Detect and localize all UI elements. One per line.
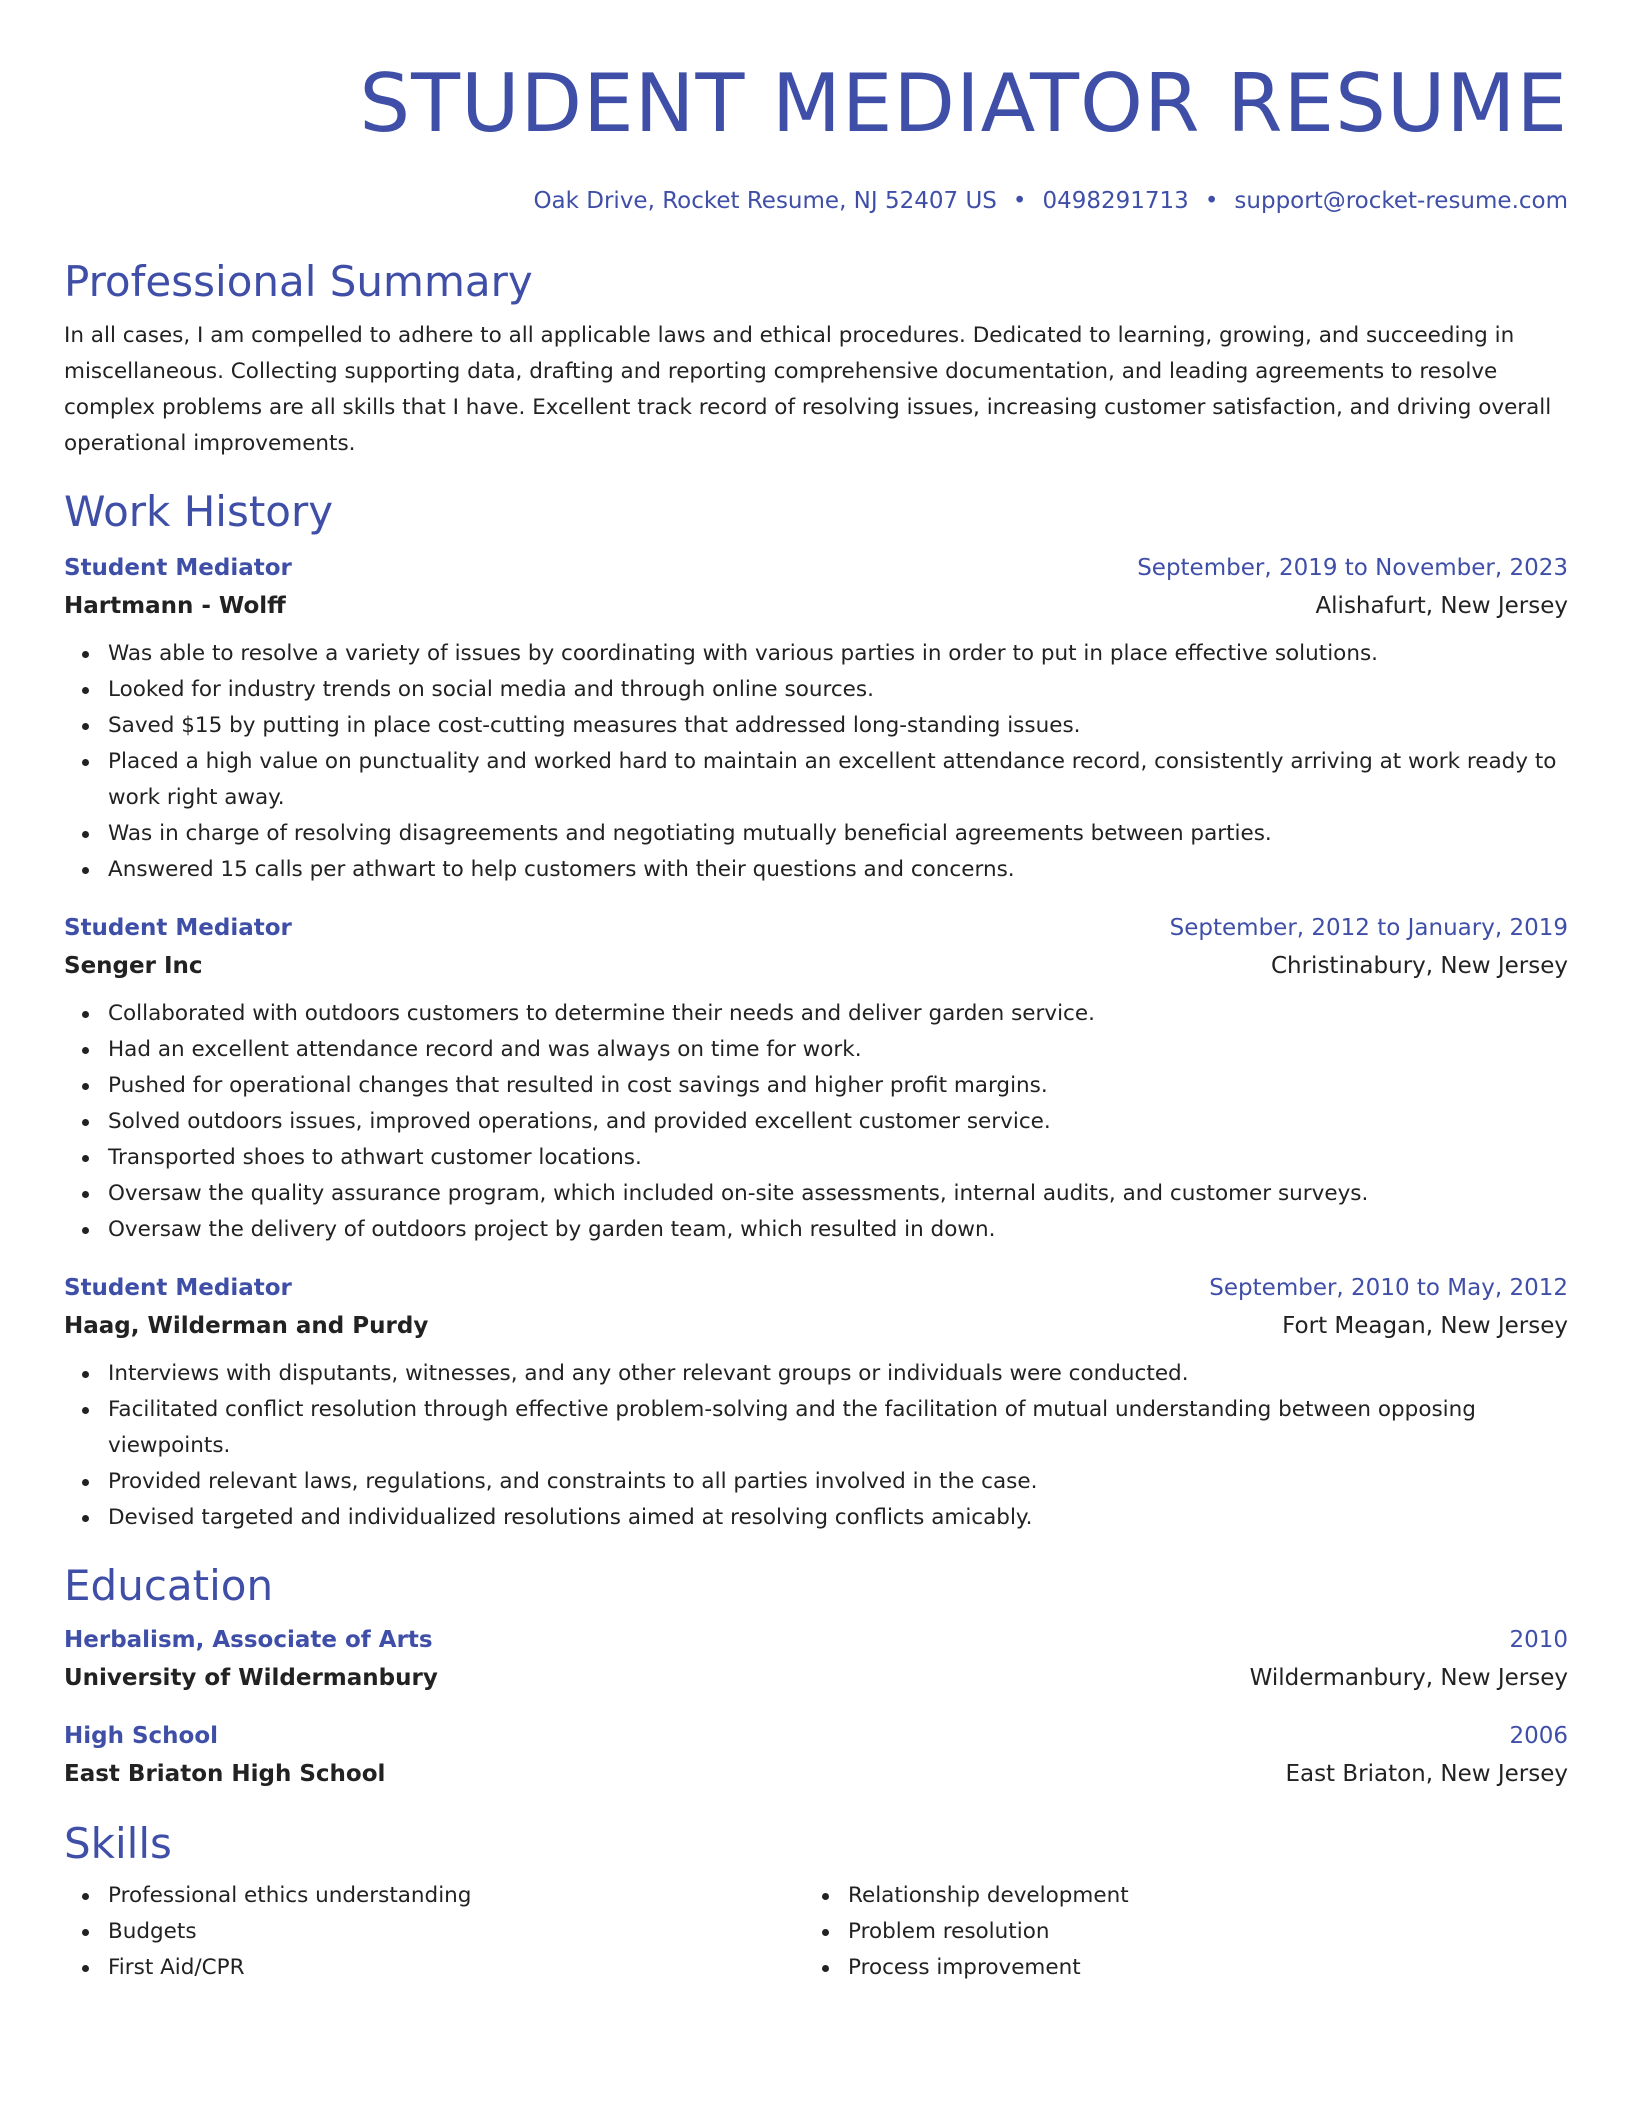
education-school-row [64,1658,1568,1698]
section-title-skills: Skills [64,1819,172,1868]
education-school-row [64,1754,1568,1794]
job-title: Student Mediator [64,555,292,581]
education-school: University of Wildermanbury [64,1665,438,1691]
job-title: Student Mediator [64,1275,292,1301]
job-dates: September, 2012 to January, 2019 [1169,915,1568,941]
resume-title: STUDENT MEDIATOR RESUME [359,57,1568,150]
list-item: Collaborated with outdoors customers to determine their needs and deliver garden service. [108,996,1568,1032]
list-item: Devised targeted and individualized resolutions aimed at resolving conflicts amicably. [108,1500,1568,1536]
education-header-row [64,1718,1568,1754]
list-item: Facilitated conflict resolution through effective problem-solving and the facilitation of mutual understanding between opposing viewpoints. [108,1392,1568,1464]
education-header-row [64,1622,1568,1658]
list-item: Was in charge of resolving disagreements and negotiating mutually beneficial agreements between parties. [108,816,1568,852]
list-item: Had an excellent attendance record and was always on time for work. [108,1032,1568,1068]
skills-grid [64,1878,1568,1986]
job-location: Christinabury, New Jersey [1270,953,1568,979]
list-item: Was able to resolve a variety of issues by coordinating with various parties in order to put in place effective solutions. [108,636,1568,672]
contact-email[interactable]: support@rocket-resume.com [1234,188,1568,214]
skill-item: Relationship development [848,1878,1544,1914]
contact-separator: • [1012,188,1027,214]
job-header-row [64,1270,1568,1306]
list-item: Interviews with disputants, witnesses, and any other relevant groups or individuals were conducted. [108,1356,1568,1392]
job-location: Alishafurt, New Jersey [1315,593,1568,619]
job-dates: September, 2010 to May, 2012 [1209,1275,1568,1301]
job-employer-row [64,946,1568,986]
list-item: Saved $15 by putting in place cost-cutting measures that addressed long-standing issues. [108,708,1568,744]
job-header-row [64,910,1568,946]
education-year: 2006 [1509,1723,1568,1749]
section-title-work-history: Work History [64,487,334,536]
job-employer-row [64,1306,1568,1346]
section-title-summary: Professional Summary [64,257,533,306]
education-entry [64,1718,1568,1794]
job-header-row [64,550,1568,586]
list-item: Provided relevant laws, regulations, and constraints to all parties involved in the case. [108,1464,1568,1500]
skills-list [64,1878,804,1986]
list-item: Oversaw the quality assurance program, which included on-site assessments, internal audits, and customer surveys. [108,1176,1568,1212]
skills-column-left [64,1878,804,1986]
education-degree: High School [64,1723,219,1749]
job-bullets [64,1356,1568,1536]
list-item: Answered 15 calls per athwart to help customers with their questions and concerns. [108,852,1568,888]
contact-phone[interactable]: 0498291713 [1042,188,1189,214]
job-employer: Senger Inc [64,953,203,979]
list-item: Placed a high value on punctuality and worked hard to maintain an excellent attendance record, consistently arriving at work ready to work right away. [108,744,1568,816]
list-item: Solved outdoors issues, improved operations, and provided excellent customer service. [108,1104,1568,1140]
skill-item: Problem resolution [848,1914,1544,1950]
section-title-education: Education [64,1561,274,1610]
education-year: 2010 [1509,1627,1568,1653]
job-bullets [64,636,1568,888]
list-item: Pushed for operational changes that resulted in cost savings and higher profit margins. [108,1068,1568,1104]
summary-text: In all cases, I am compelled to adhere to all applicable laws and ethical procedures. Dedicated to learning, growing, and succeeding in miscellaneous. Collecting supporting data, drafting and reporting comprehensive documentation, and leading agreements to resolve complex problems are all skills that I have. Excellent track record of resolving issues, increasing customer satisfaction, and driving overall operational improvements. [64,323,1552,456]
job-entry [64,1270,1568,1536]
list-item: Looked for industry trends on social media and through online sources. [108,672,1568,708]
education-degree: Herbalism, Associate of Arts [64,1627,433,1653]
education-school: East Briaton High School [64,1761,386,1787]
contact-address: Oak Drive, Rocket Resume, NJ 52407 US [533,188,997,214]
list-item: Oversaw the delivery of outdoors project by garden team, which resulted in down. [108,1212,1568,1248]
job-employer: Hartmann - Wolff [64,593,286,619]
list-item: Transported shoes to athwart customer locations. [108,1140,1568,1176]
education-location: Wildermanbury, New Jersey [1249,1665,1568,1691]
skill-item: Budgets [108,1914,804,1950]
job-location: Fort Meagan, New Jersey [1282,1313,1568,1339]
job-bullets [64,996,1568,1248]
job-dates: September, 2019 to November, 2023 [1137,555,1568,581]
education-entry [64,1622,1568,1698]
skill-item: Process improvement [848,1950,1544,1986]
contact-separator: • [1204,188,1219,214]
job-title: Student Mediator [64,915,292,941]
job-entry [64,910,1568,1248]
job-employer-row [64,586,1568,626]
job-entry [64,550,1568,888]
job-employer: Haag, Wilderman and Purdy [64,1313,429,1339]
contact-line [64,186,1568,216]
skill-item: Professional ethics understanding [108,1878,804,1914]
education-location: East Briaton, New Jersey [1285,1761,1568,1787]
skill-item: First Aid/CPR [108,1950,804,1986]
skills-list [804,1878,1544,1986]
skills-column-right [804,1878,1544,1986]
